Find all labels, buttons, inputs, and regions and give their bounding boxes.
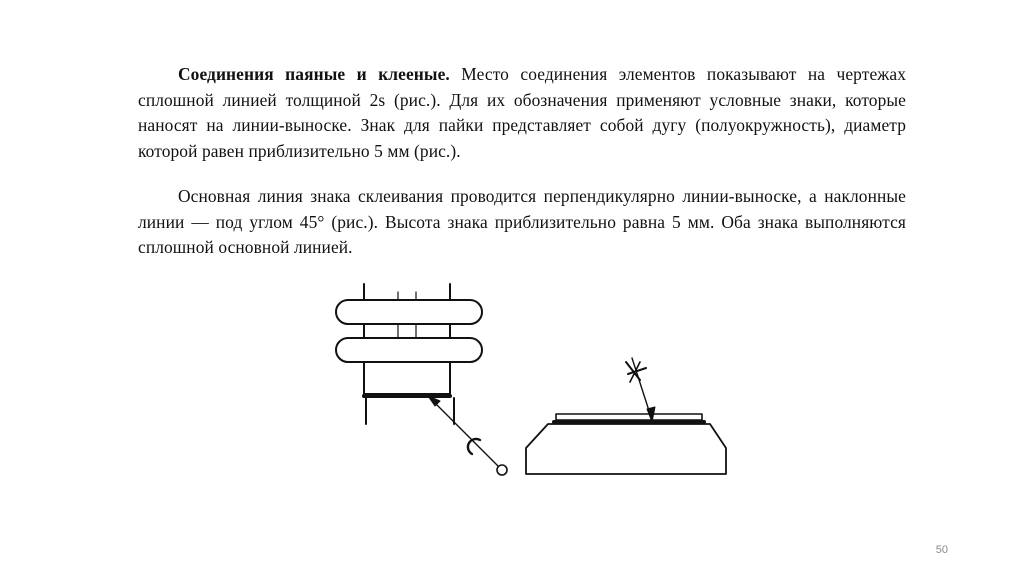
- glued-joint-drawing: [526, 358, 726, 474]
- soldered-joint-drawing: [336, 284, 507, 475]
- page-number: 50: [935, 544, 948, 556]
- paragraph-glue-sign: [138, 184, 906, 261]
- paragraph-body: Основная линия знака склеивания проводится перпендикулярно линии-выноске, а наклонные линии — под углом 45° (рис.). Высота знака приблизительно равна 5 мм. Оба знака выполняются сплошной основной линией.: [138, 186, 906, 258]
- joint-drawings-figure: [320, 262, 760, 492]
- paragraph-body: Место соединения элементов показывают на чертежах сплошной линией толщиной 2s (рис.). Для их обозначения применяют условные знаки, которые наносят на линии-выноске. Знак для пайки представляет собой дугу (полуокружность), диаметр которой равен приблизительно 5 мм (рис.).: [138, 64, 906, 161]
- paragraph-soldered-glued: [138, 62, 906, 164]
- paragraph-lead-bold: Соединения паяные и клееные.: [178, 64, 450, 84]
